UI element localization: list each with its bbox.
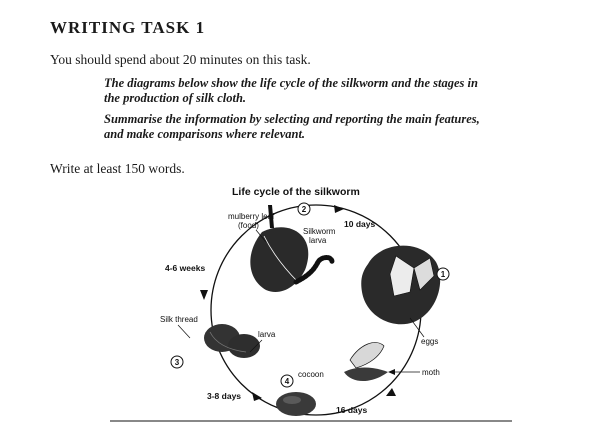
cycle-arrowhead-bottom-right: [386, 388, 396, 396]
moth-pointer-arrowhead: [388, 369, 395, 375]
label-food: (food): [238, 221, 259, 230]
moth-illustration: [344, 342, 388, 381]
summary-line-1: Summarise the information by selecting and reporting the main features,: [104, 112, 480, 126]
cycle-arrowhead-left: [200, 290, 208, 300]
svg-text:3: 3: [174, 358, 180, 367]
duration-4-6-weeks: 4-6 weeks: [165, 263, 206, 273]
summary-line-2: and make comparisons where relevant.: [104, 127, 306, 141]
task-prompt-line-1: The diagrams below show the life cycle of the silkworm and the stages in: [104, 76, 478, 90]
stage-number-1: [437, 268, 449, 280]
stage-number-3: [171, 356, 183, 368]
duration-10-days: 10 days: [344, 219, 376, 229]
cocoon-illustration: [276, 392, 316, 416]
duration-3-8-days: 3-8 days: [207, 391, 242, 401]
time-instruction: You should spend about 20 minutes on this task.: [50, 52, 311, 67]
task-prompt-line-2: the production of silk cloth.: [104, 91, 247, 105]
label-silkworm: Silkworm: [303, 227, 336, 236]
svg-text:4: 4: [284, 377, 290, 386]
svg-text:1: 1: [440, 270, 446, 279]
label-silkworm-larva: larva: [309, 236, 327, 245]
duration-16-days: 16 days: [336, 405, 368, 415]
task-heading: WRITING TASK 1: [50, 18, 206, 37]
label-moth: moth: [422, 368, 440, 377]
larva-spinning-illustration: [204, 324, 260, 358]
diagram-title: Life cycle of the silkworm: [232, 186, 360, 198]
svg-text:2: 2: [301, 205, 307, 214]
stage-number-4: [281, 375, 293, 387]
label-mulberry-leaf: mulberry leaf: [228, 212, 275, 221]
label-eggs: eggs: [421, 337, 439, 346]
label-cocoon: cocoon: [298, 370, 324, 379]
eggs-pointer: [410, 318, 424, 337]
eggs-leaf-illustration: [361, 246, 440, 325]
word-count-instruction: Write at least 150 words.: [50, 161, 185, 176]
silk-thread-pointer: [178, 325, 190, 338]
label-silk-thread: Silk thread: [160, 315, 198, 324]
stage-number-2: [298, 203, 310, 215]
cycle-arrowhead-top: [334, 205, 344, 213]
label-larva: larva: [258, 330, 276, 339]
